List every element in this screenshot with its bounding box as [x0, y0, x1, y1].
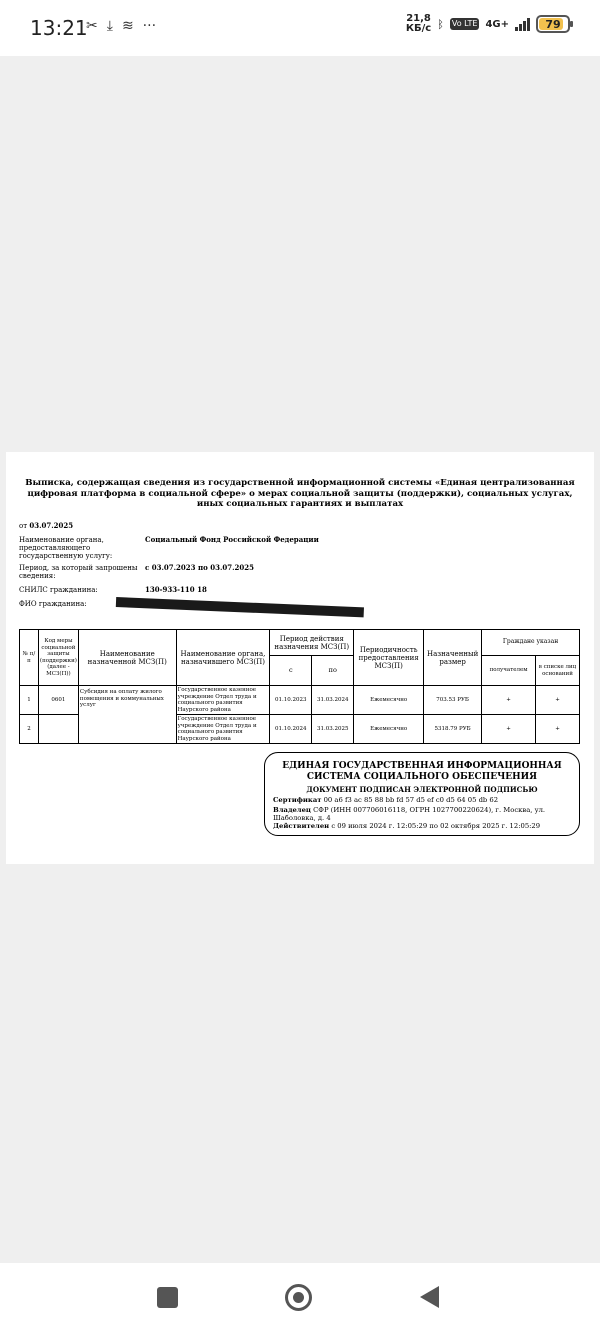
org-label: Наименование органа, предоставляющего государственную услугу: — [19, 536, 113, 560]
signature-certificate: Сертификат 00 a6 f3 ac 85 88 bb fd 57 d5 ef c0 d5 64 05 db 62 — [273, 796, 499, 804]
bluetooth-icon: ᛒ — [437, 17, 444, 31]
signature-owner: Владелец СФР (ИНН 007706016118, ОГРН 1027700220624), г. Москва, ул. Шаболовка, д. 4 — [273, 806, 546, 822]
table-row: 1 0601 Субсидия на оплату жилого помещения и коммунальных услуг Государственное казенное учреждение Отдел труда и социального развития Наурского района 01.10.2023 31.03.2024 Ежемесячно 703.53 РУБ + + — [20, 686, 580, 715]
triangle-back-icon — [420, 1286, 439, 1308]
measures-table — [19, 629, 580, 744]
fio-label: ФИО гражданина: — [19, 600, 87, 608]
battery-level: 79 — [545, 17, 561, 31]
notification-icons — [86, 18, 156, 34]
header-period-from: с — [270, 656, 312, 686]
table-row: 2 Государственное казенное учреждение Отдел труда и социального развития Наурского района 01.10.2024 31.03.2025 Ежемесячно 5318.79 РУБ + + — [20, 715, 580, 744]
document-title: Выписка, содержащая сведения из государственной информационной системы «Единая централизованная цифровая платформа в социальной сфере» о мерах социальной защиты (поддержки), социальных услугах, иных социальных гарантиях и выплатах — [25, 478, 575, 509]
header-recipient: получателем — [482, 656, 536, 686]
system-icons — [406, 14, 570, 34]
capcut-icon: ✂ — [86, 18, 98, 34]
header-num: № п/п — [20, 630, 39, 686]
battery-icon — [536, 15, 570, 33]
more-icon: ··· — [142, 18, 157, 34]
header-measure: Наименование назначенной МСЗ(П) — [78, 630, 176, 686]
home-button[interactable] — [282, 1281, 314, 1313]
header-period: Период действия назначения МСЗ(П) — [270, 630, 354, 656]
snils-value: 130-933-110 18 — [145, 585, 207, 594]
signal-icon — [515, 17, 530, 31]
signature-validity: Действителен с 09 июля 2024 г. 12:05:29 по 02 октября 2025 г. 12:05:29 — [273, 822, 541, 830]
period-label: Период, за который запрошены сведения: — [19, 564, 138, 580]
electronic-signature-stamp — [264, 752, 580, 836]
redaction-bar — [116, 597, 364, 617]
header-in-list: в списке лиц оснований — [536, 656, 580, 686]
network-speed: 21,8 КБ/с — [405, 13, 432, 34]
document-page — [6, 452, 594, 864]
clock: 13:21 — [30, 16, 88, 40]
org-value: Социальный Фонд Российской Федерации — [145, 535, 319, 544]
volte-badge: Vo LTE — [451, 19, 478, 28]
network-type: 4G+ — [485, 18, 509, 30]
header-code: Код меры социальной защиты (поддержки) (далее - МСЗ(П)) — [38, 630, 78, 686]
status-bar — [0, 0, 600, 56]
header-period-to: по — [312, 656, 354, 686]
square-icon — [157, 1287, 178, 1308]
back-button[interactable] — [413, 1281, 445, 1313]
download-icon: ⤓ — [106, 18, 113, 34]
layers-icon: ≋ — [121, 18, 134, 34]
header-org: Наименование органа, назначившего МСЗ(П) — [176, 630, 270, 686]
header-citizens: Граждане указан — [482, 630, 580, 656]
header-amount: Назначенный размер — [424, 630, 482, 686]
snils-label: СНИЛС гражданина: — [19, 586, 98, 594]
signature-title: ЕДИНАЯ ГОСУДАРСТВЕННАЯ ИНФОРМАЦИОННАЯ СИСТЕМА СОЦИАЛЬНОГО ОБЕСПЕЧЕНИЯ — [282, 761, 562, 782]
header-frequency: Периодичность предоставления МСЗ(П) — [354, 630, 424, 686]
period-value: с 03.07.2023 по 03.07.2025 — [145, 563, 255, 572]
document-date: от 03.07.2025 — [19, 521, 74, 530]
recents-button[interactable] — [151, 1281, 183, 1313]
signature-subtitle: ДОКУМЕНТ ПОДПИСАН ЭЛЕКТРОННОЙ ПОДПИСЬЮ — [306, 785, 538, 794]
navigation-bar — [0, 1263, 600, 1333]
circle-icon — [285, 1284, 312, 1311]
